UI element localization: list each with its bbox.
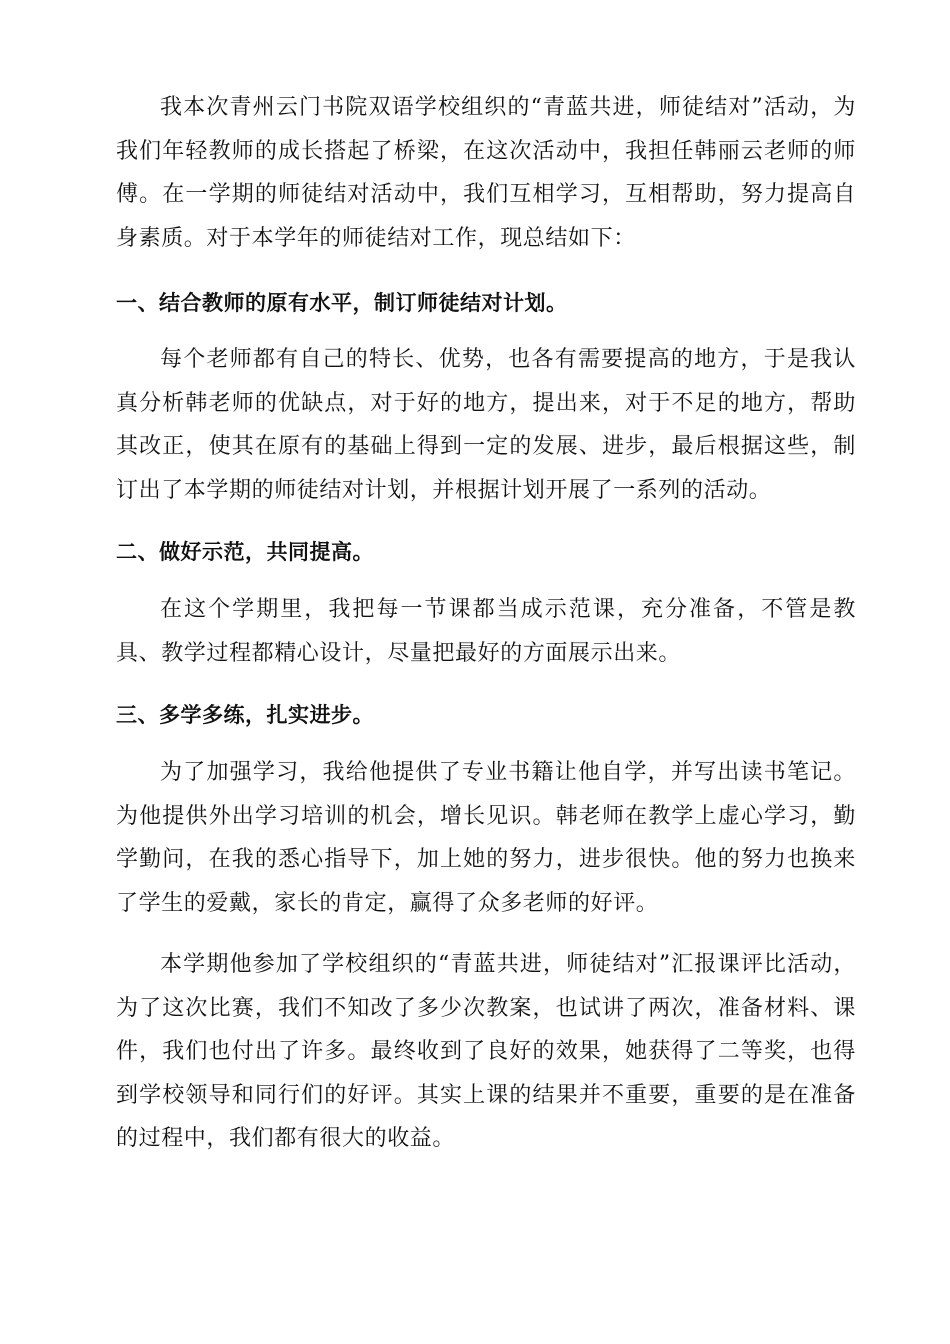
section-2-heading: 二、做好示范，共同提高。 [116, 539, 374, 564]
section-1-body: 每个老师都有自己的特长、优势，也各有需要提高的地方，于是我认真分析韩老师的优缺点，对于好的地方，提出来，对于不足的地方，帮助其改正，使其在原有的基础上得到一定的发展、进步，最后根据这些，制订出了本学期的师徒结对计划，并根据计划开展了一系列的活动。 [116, 347, 856, 503]
closing-paragraph: 本学期他参加了学校组织的“青蓝共进，师徒结对”汇报课评比活动，为了这次比赛，我们不知改了多少次教案，也试讲了两次，准备材料、课件，我们也付出了许多。最终收到了良好的效果，她获得了二等奖，也得到学校领导和同行们的好评。其实上课的结果并不重要，重要的是在准备的过程中，我们都有很大的收益。 [116, 952, 856, 1151]
section-3-heading: 三、多学多练，扎实进步。 [116, 702, 374, 727]
section-3-body: 为了加强学习，我给他提供了专业书籍让他自学，并写出读书笔记。为他提供外出学习培训的机会，增长见识。韩老师在教学上虚心学习，勤学勤问，在我的悉心指导下，加上她的努力，进步很快。他的努力也换来了学生的爱戴，家长的肯定，赢得了众多老师的好评。 [116, 760, 856, 916]
section-2-body: 在这个学期里，我把每一节课都当成示范课，充分准备，不管是教具、教学过程都精心设计，尽量把最好的方面展示出来。 [116, 597, 856, 666]
intro-paragraph: 我本次青州云门书院双语学校组织的“青蓝共进，师徒结对”活动，为我们年轻教师的成长搭起了桥梁，在这次活动中，我担任韩丽云老师的师傅。在一学期的师徒结对活动中，我们互相学习，互相帮助，努力提高自身素质。对于本学年的师徒结对工作，现总结如下： [116, 95, 856, 251]
section-1-heading: 一、结合教师的原有水平，制订师徒结对计划。 [116, 290, 568, 315]
